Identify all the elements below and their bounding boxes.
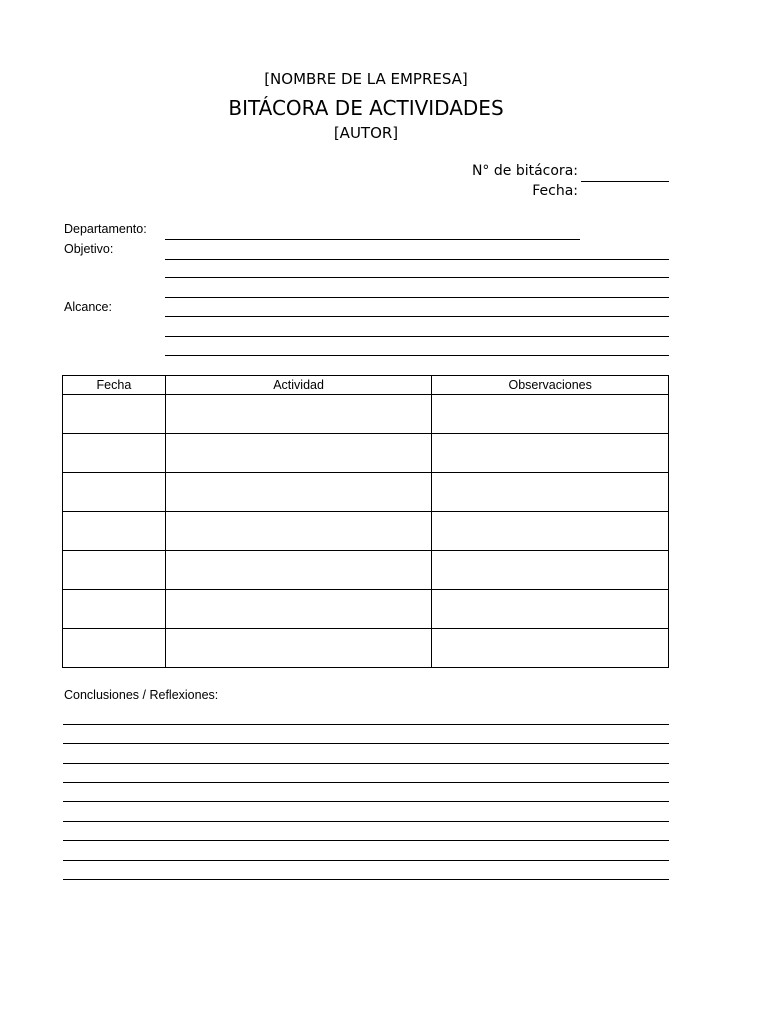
conclusions-line[interactable] xyxy=(63,801,669,802)
date-cell[interactable] xyxy=(63,434,166,473)
activity-cell[interactable] xyxy=(165,512,432,551)
activity-cell[interactable] xyxy=(165,629,432,668)
activity-log-table xyxy=(62,375,669,668)
scope-line[interactable] xyxy=(165,355,669,356)
table-row xyxy=(63,434,669,473)
column-header-activity: Actividad xyxy=(165,376,432,395)
objective-line[interactable] xyxy=(165,259,669,260)
conclusions-line[interactable] xyxy=(63,860,669,861)
date-cell[interactable] xyxy=(63,590,166,629)
objective-line[interactable] xyxy=(165,277,669,278)
conclusions-line[interactable] xyxy=(63,782,669,783)
observations-cell[interactable] xyxy=(432,512,669,551)
log-number-label: N° de bitácora: xyxy=(471,163,578,179)
conclusions-line[interactable] xyxy=(63,724,669,725)
observations-cell[interactable] xyxy=(432,590,669,629)
date-cell[interactable] xyxy=(63,512,166,551)
department-label: Departamento: xyxy=(64,222,147,236)
document-title: BITÁCORA DE ACTIVIDADES xyxy=(228,96,504,120)
observations-cell[interactable] xyxy=(432,473,669,512)
date-cell[interactable] xyxy=(63,473,166,512)
column-header-date: Fecha xyxy=(63,376,166,395)
table-header-row xyxy=(63,376,669,395)
activity-cell[interactable] xyxy=(165,590,432,629)
company-name: [NOMBRE DE LA EMPRESA] xyxy=(264,70,468,88)
date-cell[interactable] xyxy=(63,629,166,668)
observations-cell[interactable] xyxy=(432,434,669,473)
scope-line[interactable] xyxy=(165,316,669,317)
conclusions-line[interactable] xyxy=(63,879,669,880)
conclusions-line[interactable] xyxy=(63,840,669,841)
activity-cell[interactable] xyxy=(165,473,432,512)
scope-line[interactable] xyxy=(165,336,669,337)
date-cell[interactable] xyxy=(63,395,166,434)
activity-cell[interactable] xyxy=(165,551,432,590)
scope-label: Alcance: xyxy=(64,300,112,314)
objective-line[interactable] xyxy=(165,297,669,298)
objective-label: Objetivo: xyxy=(64,242,114,256)
activity-cell[interactable] xyxy=(165,395,432,434)
date-cell[interactable] xyxy=(63,551,166,590)
conclusions-line[interactable] xyxy=(63,763,669,764)
table-row xyxy=(63,512,669,551)
observations-cell[interactable] xyxy=(432,629,669,668)
table-row xyxy=(63,629,669,668)
conclusions-line[interactable] xyxy=(63,743,669,744)
table-row xyxy=(63,590,669,629)
table-row xyxy=(63,395,669,434)
log-number-field[interactable] xyxy=(581,181,669,182)
conclusions-line[interactable] xyxy=(63,821,669,822)
author-name: [AUTOR] xyxy=(333,124,399,142)
table-row xyxy=(63,551,669,590)
observations-cell[interactable] xyxy=(432,395,669,434)
date-label: Fecha: xyxy=(532,183,578,199)
table-row xyxy=(63,473,669,512)
department-field[interactable] xyxy=(165,239,580,240)
conclusions-label: Conclusiones / Reflexiones: xyxy=(64,688,219,702)
observations-cell[interactable] xyxy=(432,551,669,590)
activity-cell[interactable] xyxy=(165,434,432,473)
column-header-observations: Observaciones xyxy=(432,376,669,395)
